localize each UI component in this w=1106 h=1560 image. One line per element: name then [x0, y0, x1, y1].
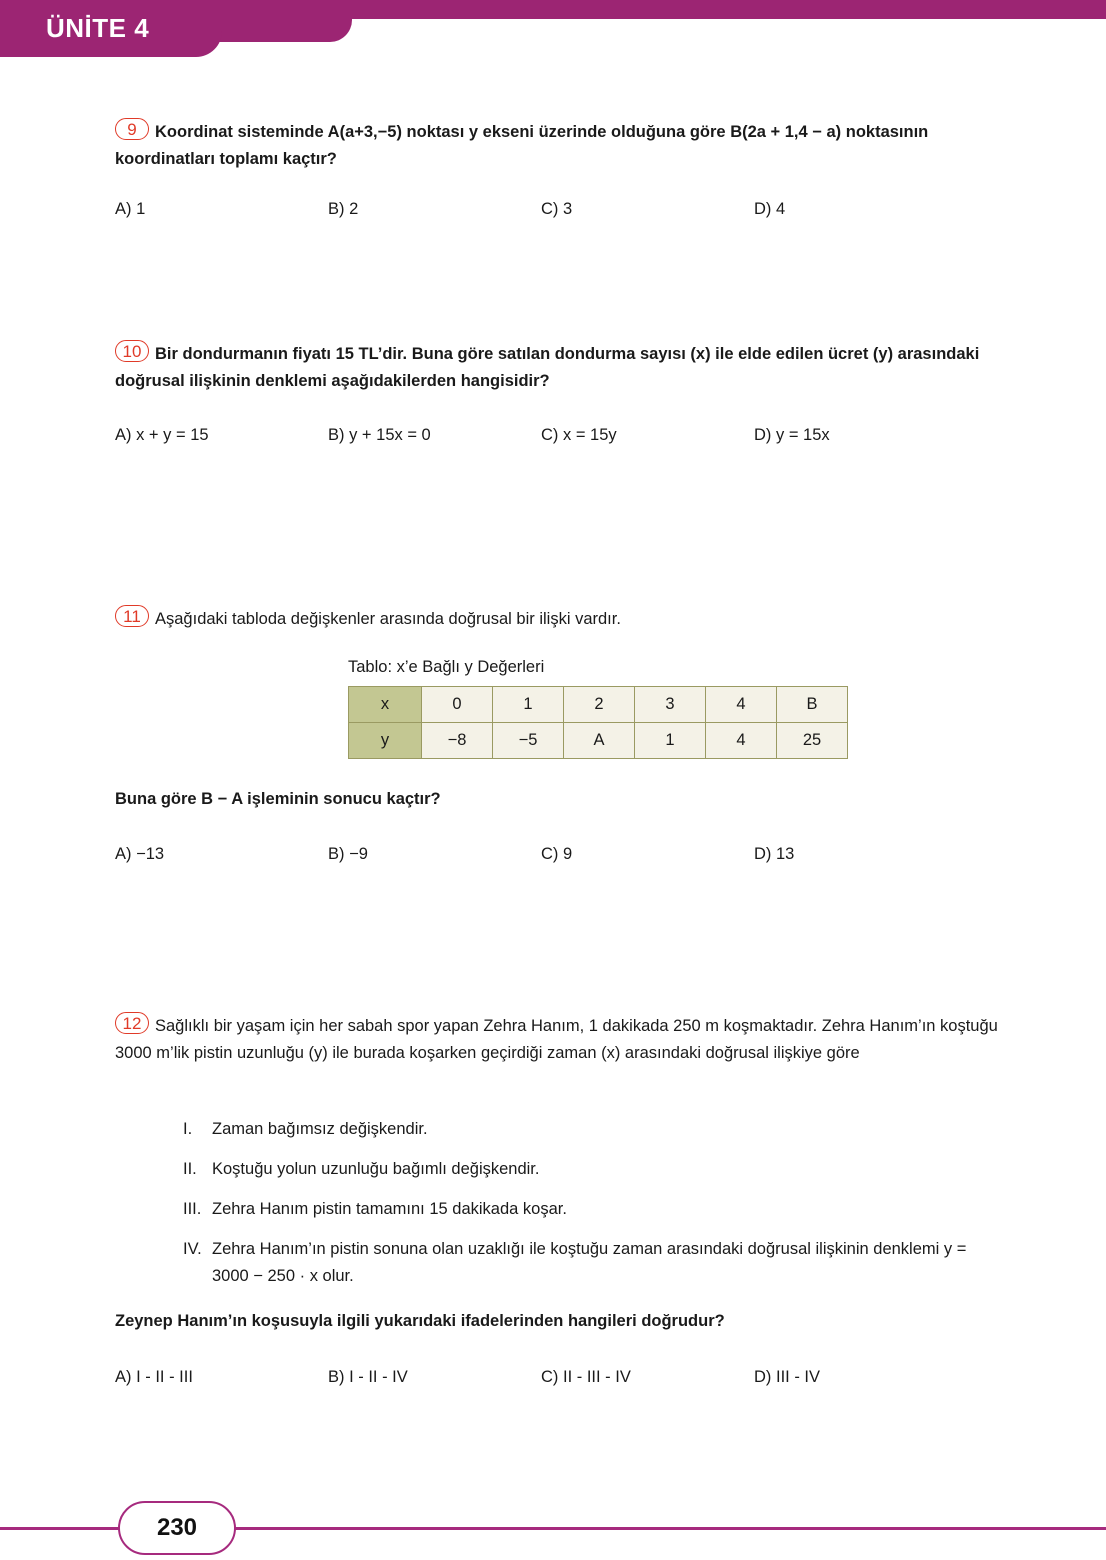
cell-y-3: 1 — [635, 723, 706, 759]
option-b[interactable]: B) −9 — [328, 845, 368, 863]
cell-y-2: A — [564, 723, 635, 759]
table-row — [349, 687, 848, 723]
row-label-x: x — [349, 687, 422, 723]
option-d[interactable]: D) III - IV — [754, 1368, 820, 1386]
xy-values-table — [348, 686, 848, 759]
list-item — [183, 1116, 1003, 1143]
table-row — [349, 723, 848, 759]
option-b[interactable]: B) I - II - IV — [328, 1368, 408, 1386]
footer-rule-left — [0, 1527, 124, 1530]
question-12-statement-list — [183, 1116, 1003, 1303]
question-12-followup — [115, 1308, 1005, 1335]
cell-y-0: −8 — [422, 723, 493, 759]
question-11-followup-text: Buna göre B − A işleminin sonucu kaçtır? — [115, 790, 441, 808]
option-d[interactable]: D) y = 15x — [754, 426, 830, 444]
question-number-badge-12: 12 — [115, 1012, 149, 1034]
row-label-y: y — [349, 723, 422, 759]
roman-numeral-ii: II. — [183, 1160, 197, 1178]
list-item — [183, 1196, 1003, 1223]
list-item — [183, 1156, 1003, 1183]
roman-statement-iv: Zehra Hanım’ın pistin sonuna olan uzaklığı ile koştuğu zaman arasındaki doğrusal ilişkinin denklemi y = 3000 − 250 · x olur. — [212, 1240, 967, 1285]
question-11-options — [115, 845, 1015, 864]
question-number-badge-10: 10 — [115, 340, 149, 362]
question-9-text: Koordinat sisteminde A(a+3,−5) noktası y ekseni üzerinde olduğuna göre B(2a + 1,4 − a) noktasının koordinatları toplamı kaçtır? — [115, 123, 929, 168]
table-caption: Tablo: x’e Bağlı y Değerleri — [348, 658, 545, 676]
cell-y-4: 4 — [706, 723, 777, 759]
question-9-options — [115, 200, 1015, 219]
roman-statement-i: Zaman bağımsız değişkendir. — [212, 1120, 428, 1138]
cell-x-5: B — [777, 687, 848, 723]
option-a[interactable]: A) −13 — [115, 845, 165, 863]
question-10-options — [115, 426, 1015, 445]
question-12-options — [115, 1368, 1015, 1387]
option-c[interactable]: C) x = 15y — [541, 426, 617, 444]
question-number-badge-9: 9 — [115, 118, 149, 140]
cell-x-3: 3 — [635, 687, 706, 723]
table-block — [348, 655, 848, 759]
option-c[interactable]: C) II - III - IV — [541, 1368, 631, 1386]
cell-x-4: 4 — [706, 687, 777, 723]
option-c[interactable]: C) 3 — [541, 200, 573, 218]
roman-numeral-iv: IV. — [183, 1240, 202, 1258]
option-c[interactable]: C) 9 — [541, 845, 573, 863]
page-number: 230 — [156, 1514, 198, 1541]
roman-numeral-i: I. — [183, 1120, 193, 1138]
question-12-text: Sağlıklı bir yaşam için her sabah spor yapan Zehra Hanım, 1 dakikada 250 m koşmaktadır. Zehra Hanım’ın koştuğu 3000 m’lik pistin uzunluğu (y) ile burada koşarken geçirdiği zaman (x) arasındaki doğrusal ilişkiye göre — [115, 1017, 998, 1062]
cell-x-0: 0 — [422, 687, 493, 723]
question-10 — [115, 340, 1005, 395]
question-11 — [115, 605, 1005, 633]
question-12-followup-text: Zeynep Hanım’ın koşusuyla ilgili yukarıdaki ifadelerinden hangileri doğrudur? — [115, 1312, 725, 1330]
cell-x-1: 1 — [493, 687, 564, 723]
footer-rule-right — [232, 1527, 1106, 1530]
roman-statement-iii: Zehra Hanım pistin tamamını 15 dakikada koşar. — [212, 1200, 567, 1218]
cell-y-1: −5 — [493, 723, 564, 759]
unit-title: ÜNİTE 4 — [46, 13, 150, 43]
question-11-text: Aşağıdaki tabloda değişkenler arasında doğrusal bir ilişki vardır. — [155, 610, 621, 628]
option-b[interactable]: B) y + 15x = 0 — [328, 426, 431, 444]
question-11-followup — [115, 786, 1005, 813]
option-a[interactable]: A) 1 — [115, 200, 146, 218]
roman-statement-ii: Koştuğu yolun uzunluğu bağımlı değişkendir. — [212, 1160, 540, 1178]
question-10-text: Bir dondurmanın fiyatı 15 TL’dir. Buna göre satılan dondurma sayısı (x) ile elde edilen ücret (y) arasındaki doğrusal ilişkinin denklemi aşağıdakilerden hangisidir? — [115, 345, 980, 390]
option-d[interactable]: D) 4 — [754, 200, 786, 218]
list-item — [183, 1236, 1003, 1290]
cell-x-2: 2 — [564, 687, 635, 723]
page-header — [0, 0, 1106, 70]
option-a[interactable]: A) x + y = 15 — [115, 426, 209, 444]
roman-numeral-iii: III. — [183, 1200, 202, 1218]
question-number-badge-11: 11 — [115, 605, 149, 627]
option-a[interactable]: A) I - II - III — [115, 1368, 193, 1386]
page-footer — [0, 1505, 1106, 1560]
question-12 — [115, 1012, 1005, 1067]
cell-y-5: 25 — [777, 723, 848, 759]
option-d[interactable]: D) 13 — [754, 845, 795, 863]
option-b[interactable]: B) 2 — [328, 200, 359, 218]
question-9 — [115, 118, 1005, 173]
